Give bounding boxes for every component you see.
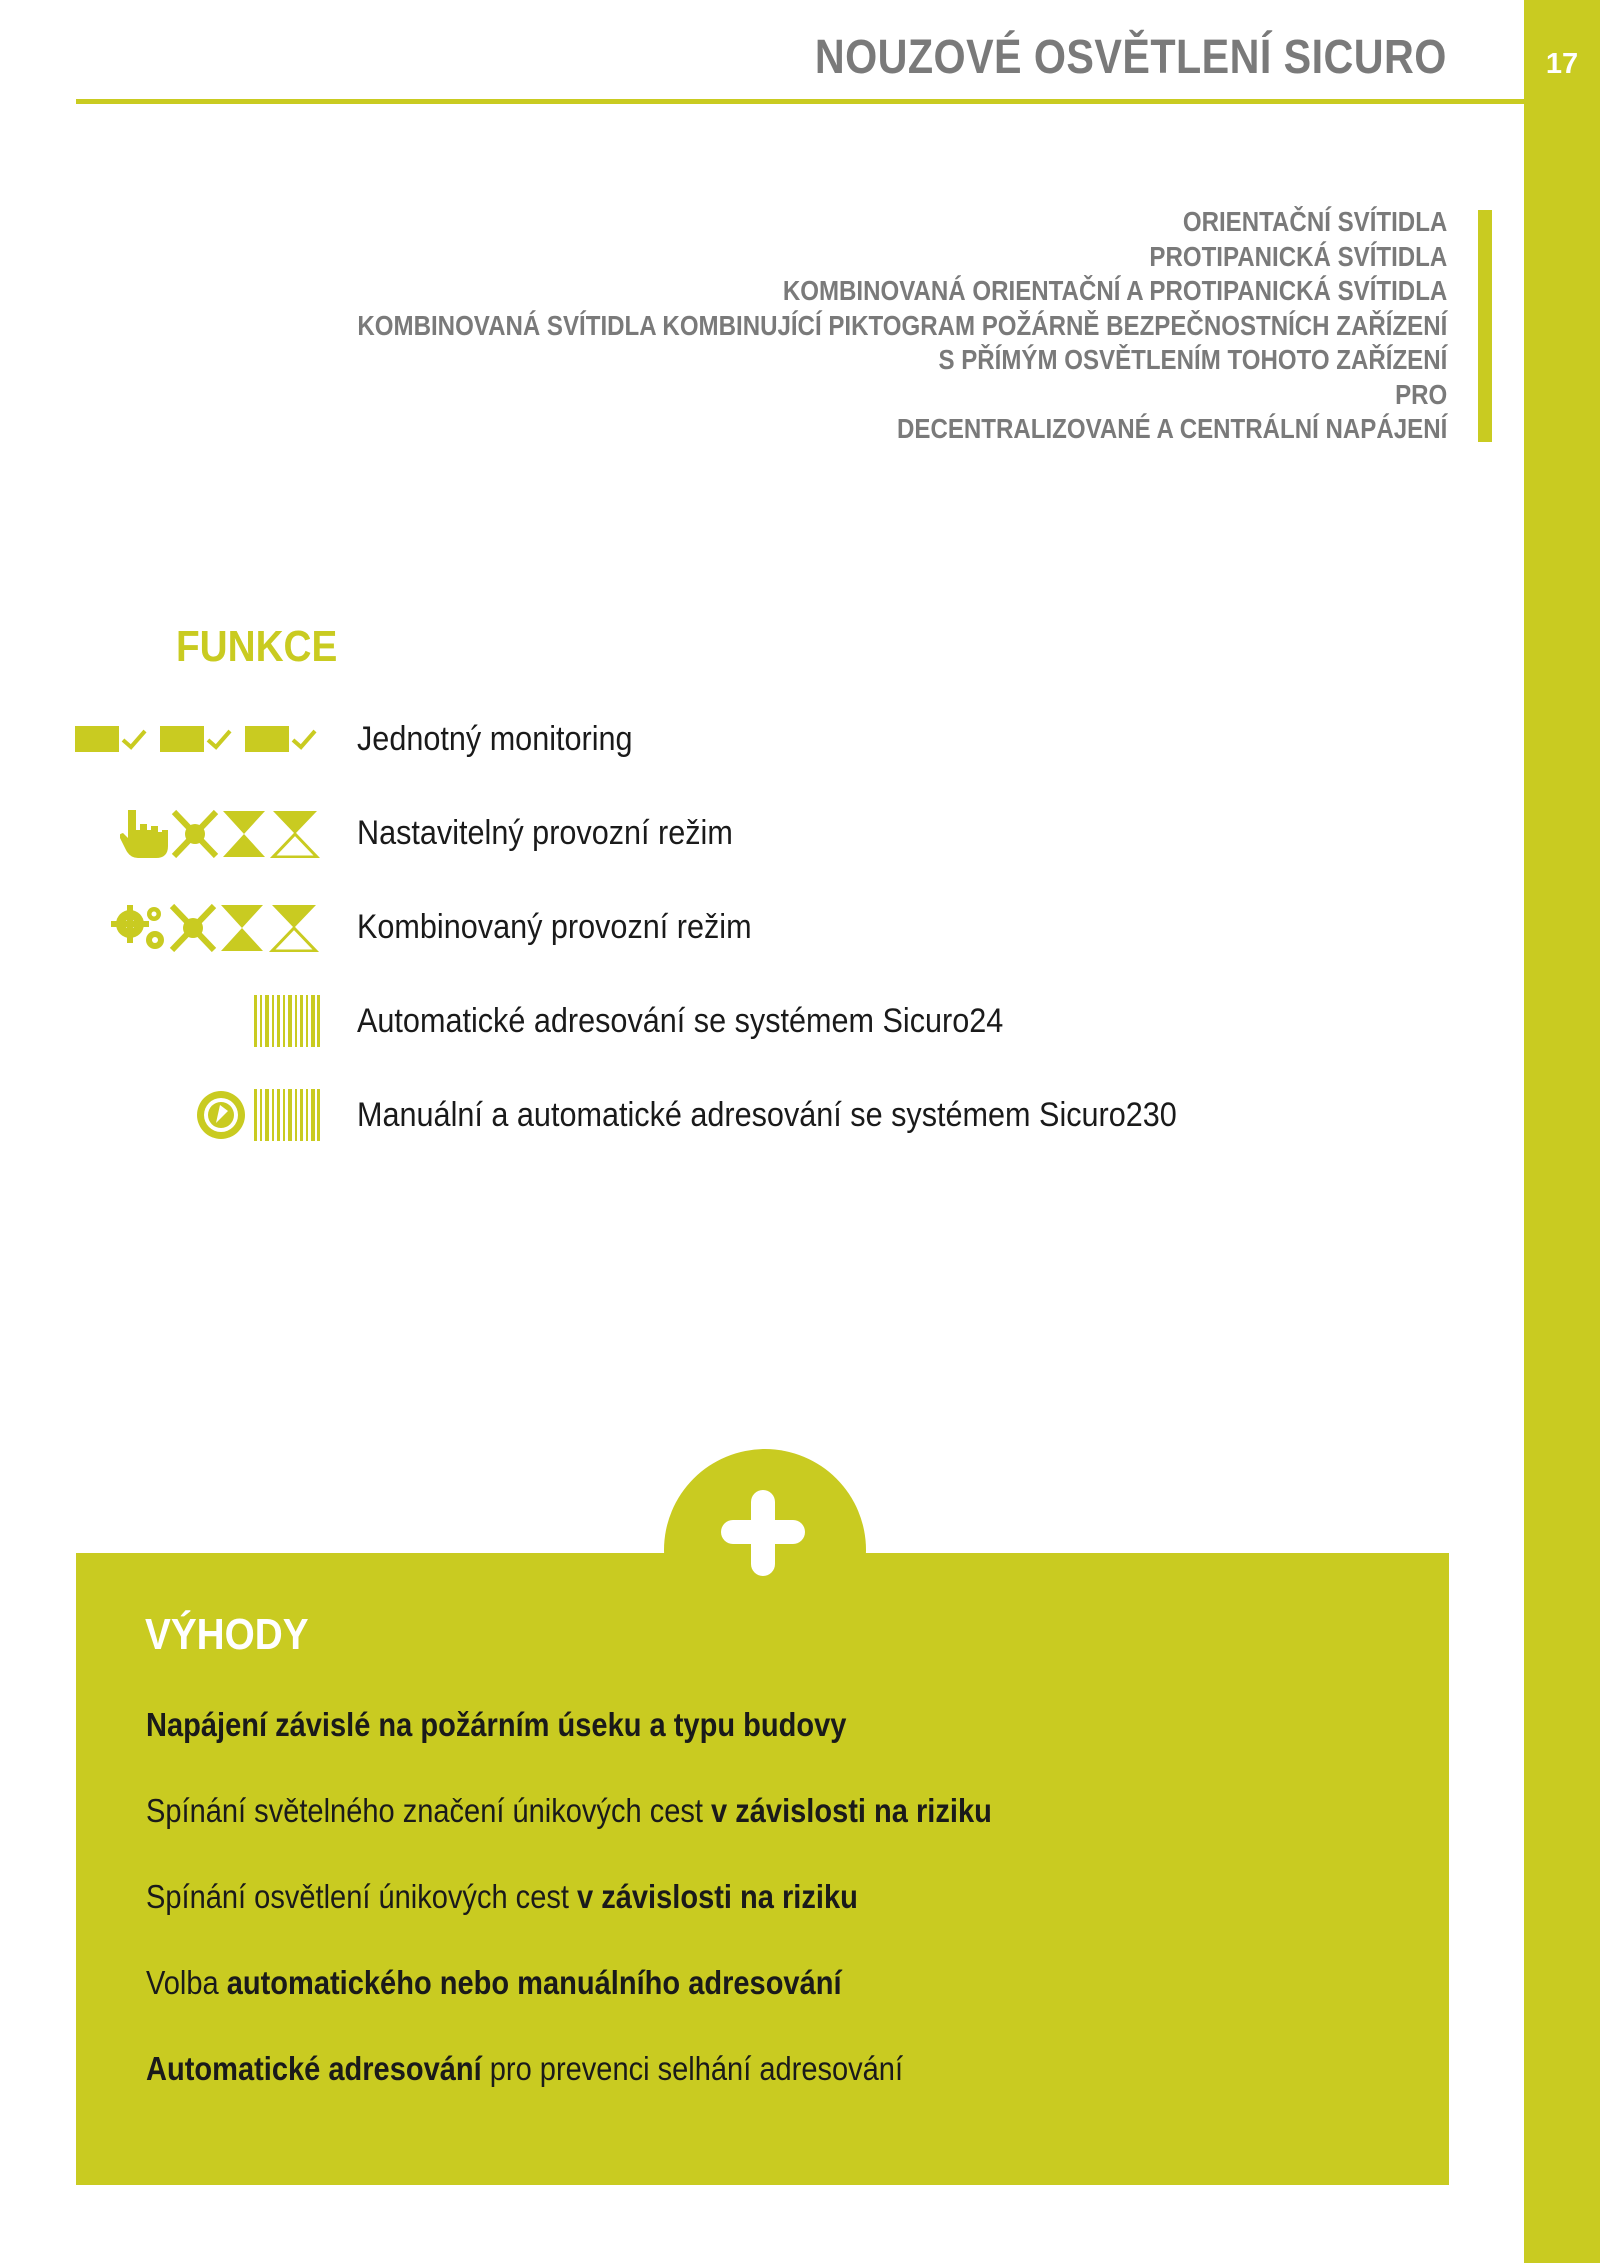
advantage-item: Automatické adresování pro prevenci selhání adresování (146, 2050, 904, 2087)
feature-row-combined-mode (0, 892, 1500, 962)
subtitle-line: DECENTRALIZOVANÉ A CENTRÁLNÍ NAPÁJENÍ (896, 413, 1447, 444)
subtitle-line: KOMBINOVANÁ SVÍTIDLA KOMBINUJÍCÍ PIKTOGRAM POŽÁRNĚ BEZPEČNOSTNÍCH ZAŘÍZENÍ (357, 309, 1447, 341)
manual-mode-icons (120, 798, 320, 868)
vyhody-heading: VÝHODY (145, 1610, 309, 1659)
feature-row-manual-mode (0, 798, 1500, 868)
funkce-heading: FUNKCE (176, 622, 338, 671)
subtitle-accent-bar (1478, 210, 1492, 442)
combined-mode-icons (110, 892, 320, 962)
advantage-item: Spínání světelného značení únikových cest v závislosti na riziku (146, 1792, 992, 1829)
advantage-item: Napájení závislé na požárním úseku a typu budovy (146, 1706, 847, 1743)
subtitle-line: PRO (1394, 378, 1447, 410)
advantage-item: Spínání osvětlení únikových cest v závislosti na riziku (146, 1878, 858, 1915)
barcode-icon (254, 986, 320, 1056)
feature-text: Manuální a automatické adresování se systémem Sicuro230 (357, 1096, 1177, 1134)
page-number: 17 (1545, 48, 1579, 80)
feature-text: Nastavitelný provozní režim (357, 814, 733, 852)
addressing-dial-barcode-icons (196, 1080, 320, 1150)
feature-row-monitoring (0, 704, 1500, 774)
side-accent-bar (1524, 0, 1600, 2263)
header-divider (76, 99, 1524, 104)
feature-text: Kombinovaný provozní režim (357, 908, 752, 946)
advantage-item: Volba automatického nebo manuálního adresování (146, 1964, 842, 2001)
feature-row-manual-auto-addressing (0, 1080, 1500, 1150)
feature-row-auto-addressing (0, 986, 1500, 1056)
subtitle-block (180, 205, 1447, 447)
subtitle-line: PROTIPANICKÁ SVÍTIDLA (1149, 240, 1447, 272)
monitoring-check-icons (75, 704, 320, 774)
subtitle-line: S PŘÍMÝM OSVĚTLENÍM TOHOTO ZAŘÍZENÍ (938, 344, 1447, 375)
subtitle-line: KOMBINOVANÁ ORIENTAČNÍ A PROTIPANICKÁ SVÍTIDLA (782, 275, 1447, 306)
subtitle-line: ORIENTAČNÍ SVÍTIDLA (1182, 206, 1447, 237)
feature-text: Automatické adresování se systémem Sicuro24 (357, 1002, 1004, 1040)
page-title: NOUZOVÉ OSVĚTLENÍ SICURO (815, 31, 1447, 84)
plus-icon (751, 1490, 775, 1576)
feature-text: Jednotný monitoring (357, 720, 633, 758)
